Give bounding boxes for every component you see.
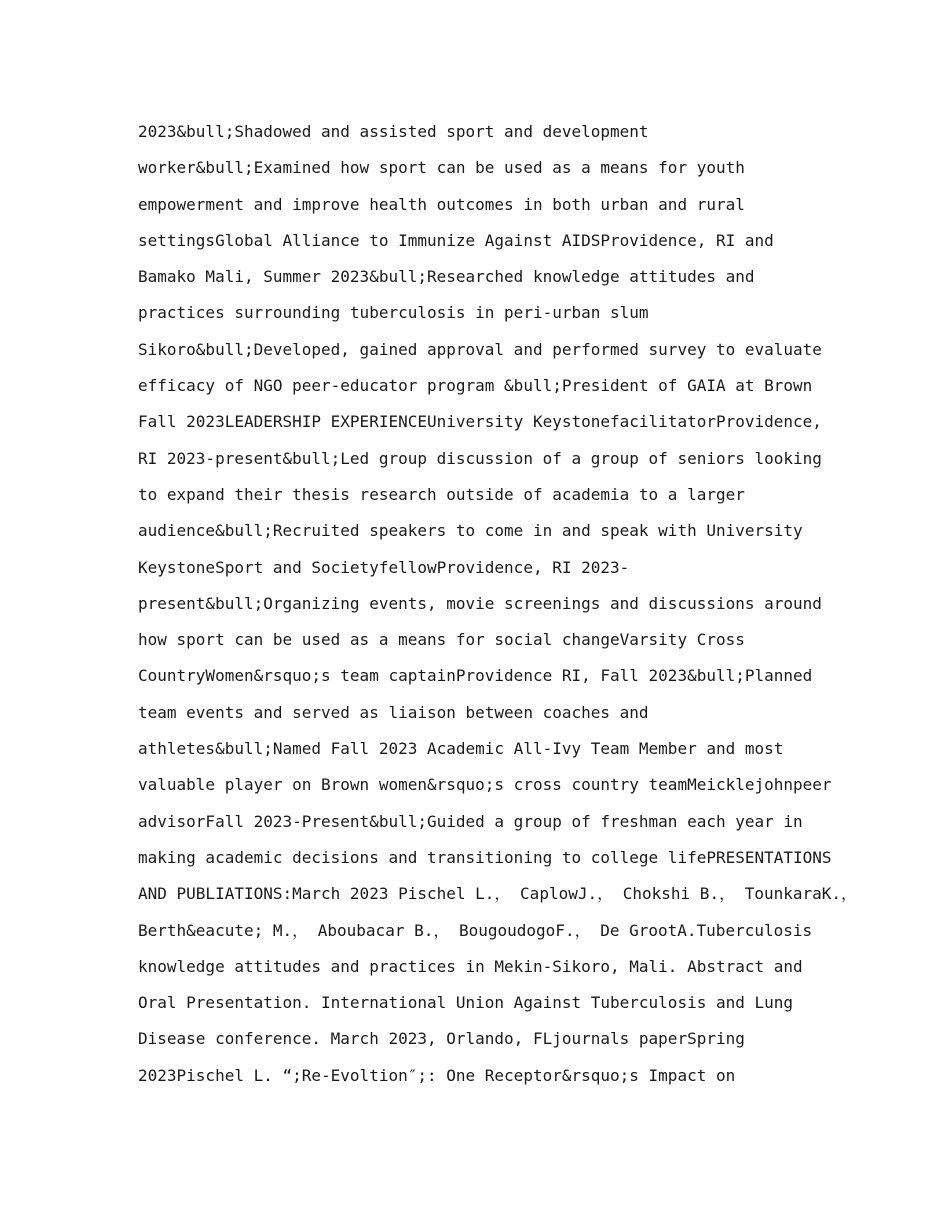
text-line: present&bull;Organizing events, movie screenings and discussions around [138, 593, 822, 613]
document-body [138, 114, 858, 1094]
text-line: valuable player on Brown women&rsquo;s cross country teamMeicklejohnpeer [138, 775, 832, 795]
text-line: 2023Pischel L. “;Re-Evoltion″;: One Receptor&rsquo;s Impact on [138, 1065, 736, 1085]
text-line: Oral Presentation. International Union Against Tuberculosis and Lung [138, 993, 794, 1013]
text-line: Fall 2023LEADERSHIP EXPERIENCEUniversity KeystonefacilitatorProvidence, [138, 412, 822, 432]
text-line: worker&bull;Examined how sport can be used as a means for youth [138, 158, 745, 178]
text-line: KeystoneSport and SocietyfellowProvidence, RI 2023- [138, 557, 630, 577]
text-line: Sikoro&bull;Developed, gained approval and performed survey to evaluate [138, 339, 822, 359]
text-line: making academic decisions and transitioning to college lifePRESENTATIONS [138, 847, 832, 867]
text-line: settingsGlobal Alliance to Immunize Against AIDSProvidence, RI and [138, 230, 774, 250]
text-line: athletes&bull;Named Fall 2023 Academic All-Ivy Team Member and most [138, 739, 784, 759]
text-line: Bamako Mali, Summer 2023&bull;Researched knowledge attitudes and [138, 267, 755, 287]
text-line: CountryWomen&rsquo;s team captainProvidence RI, Fall 2023&bull;Planned [138, 666, 813, 686]
text-line: how sport can be used as a means for social changeVarsity Cross [138, 630, 745, 650]
text-line: AND PUBLIATIONS:March 2023 Pischel L.， CaplowJ.， Chokshi B.， TounkaraK.， [138, 884, 858, 904]
text-line: advisorFall 2023-Present&bull;Guided a group of freshman each year in [138, 811, 803, 831]
text-line: team events and served as liaison between coaches and [138, 702, 649, 722]
text-line: to expand their thesis research outside of academia to a larger [138, 484, 745, 504]
text-line: 2023&bull;Shadowed and assisted sport and development [138, 122, 649, 141]
text-line: Berth&eacute; M.， Aboubacar B.， BougoudogoF.， De GrootA.Tuberculosis [138, 920, 813, 940]
text-line: empowerment and improve health outcomes in both urban and rural [138, 194, 745, 214]
text-line: RI 2023-present&bull;Led group discussion of a group of seniors looking [138, 448, 822, 468]
text-line: Disease conference. March 2023, Orlando, FLjournals paperSpring [138, 1029, 745, 1049]
text-line: knowledge attitudes and practices in Mekin-Sikoro, Mali. Abstract and [138, 956, 803, 976]
text-line: efficacy of NGO peer-educator program &bull;President of GAIA at Brown [138, 376, 813, 396]
text-line: audience&bull;Recruited speakers to come in and speak with University [138, 521, 803, 541]
text-line: practices surrounding tuberculosis in peri-urban slum [138, 303, 649, 323]
